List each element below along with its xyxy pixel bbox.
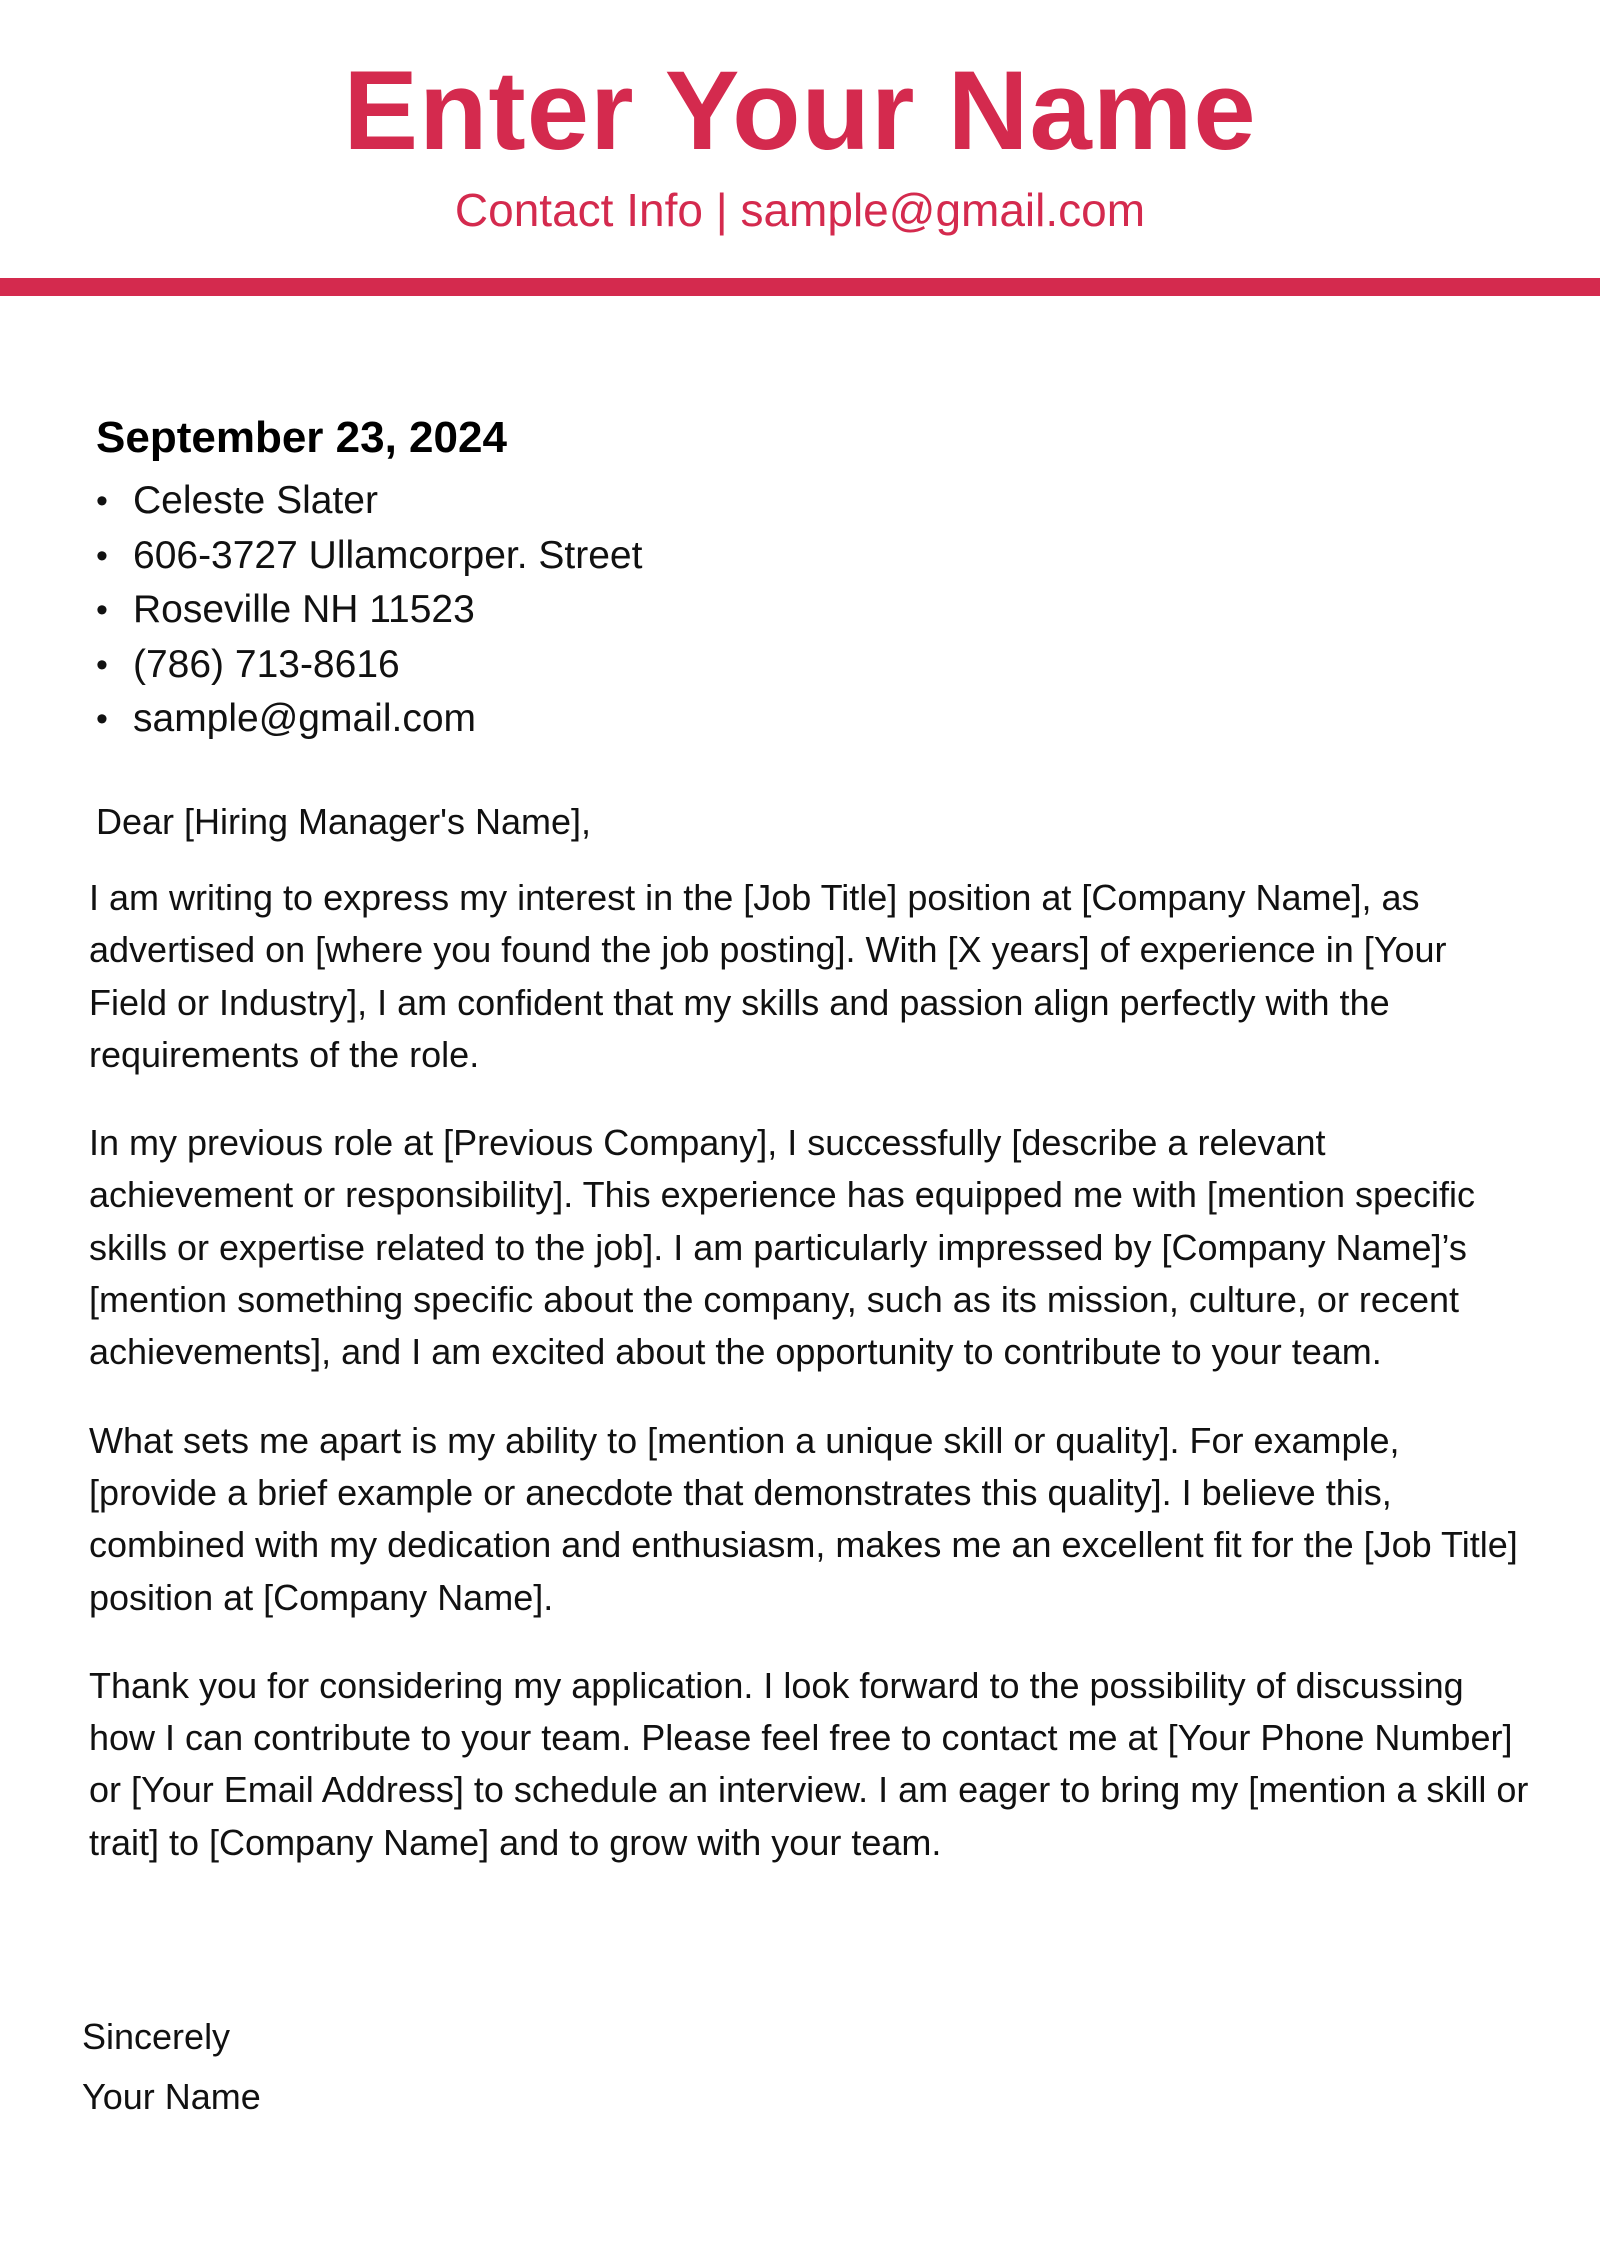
salutation: Dear [Hiring Manager's Name], [96, 801, 592, 842]
bullet-icon: • [96, 591, 108, 629]
recipient-phone: • (786) 713-8616 [90, 638, 642, 693]
sender-contact: Contact Info | sample@gmail.com [454, 184, 1146, 236]
signature-name: Your Name [82, 2076, 261, 2117]
recipient-street: • 606-3727 Ullamcorper. Street [90, 529, 642, 584]
bullet-icon: • [96, 700, 108, 738]
letter-date: September 23, 2024 [96, 413, 507, 462]
bullet-icon: • [96, 482, 108, 520]
sign-off [82, 2007, 261, 2127]
bullet-icon: • [96, 645, 108, 684]
recipient-list [90, 474, 642, 747]
paragraph-differentiator: What sets me apart is my ability to [mention a unique skill or quality]. For example, [provide a brief example or anecdote that demonstrates this quality]. I believe this, combined with my dedication and enthusiasm, makes me an excellent fit for the [Job Title] position at [Company Name]. [89, 1419, 1518, 1618]
header-divider [0, 278, 1600, 296]
sender-name: Enter Your Name [343, 48, 1257, 173]
paragraph-closing: Thank you for considering my application. I look forward to the possibility of discussing how I can contribute to your team. Please feel free to contact me at [Your Phone Number] or [Your Email Address] to schedule an interview. I am eager to bring my [mention a skill or trait] to [Company Name] and to grow with your team. [89, 1664, 1529, 1863]
paragraph-experience: In my previous role at [Previous Company], I successfully [describe a relevant achievement or responsibility]. This experience has equipped me with [mention specific skills or expertise related to the job]. I am particularly impressed by [Company Name]’s [mention something specific about the company, such as its mission, culture, or recent achievements], and I am excited about the opportunity to contribute to your team. [89, 1122, 1476, 1373]
closing-phrase: Sincerely [82, 2016, 231, 2057]
letter-body [89, 872, 1529, 1905]
bullet-icon: • [96, 536, 108, 575]
paragraph-intro: I am writing to express my interest in the [Job Title] position at [Company Name], as advertised on [where you found the job posting]. With [X years] of experience in [Your Field or Industry], I am confident that my skills and passion align perfectly with the requirements of the role. [89, 877, 1447, 1075]
recipient-email: • sample@gmail.com [90, 692, 642, 747]
recipient-city: • Roseville NH 11523 [90, 583, 642, 638]
recipient-name: • Celeste Slater [90, 474, 642, 529]
